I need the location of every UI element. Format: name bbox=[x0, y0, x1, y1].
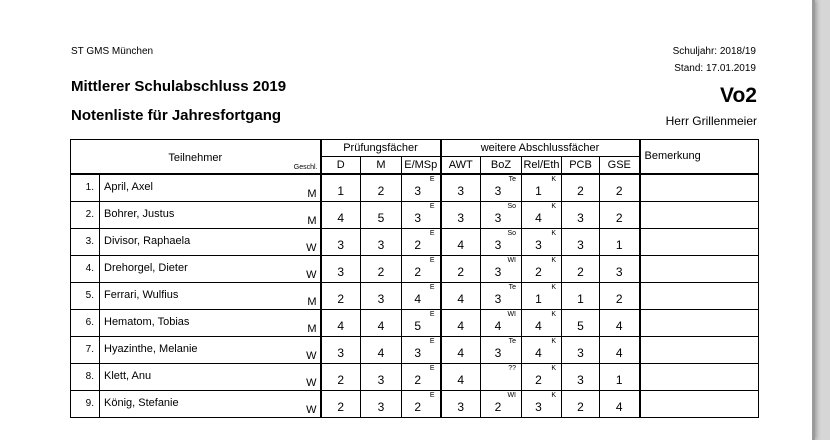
grade-value: 3 bbox=[377, 372, 385, 387]
student-gender: W bbox=[306, 268, 317, 281]
grade-value: 2 bbox=[577, 264, 584, 279]
grade-annotation: So bbox=[507, 202, 517, 210]
grade-value: 4 bbox=[457, 291, 465, 306]
grade-cell bbox=[481, 309, 522, 336]
remarks-cell bbox=[640, 336, 759, 363]
grade-cell bbox=[600, 255, 640, 282]
grade-cell bbox=[321, 309, 361, 336]
grade-cell bbox=[600, 363, 640, 390]
grade-value: 2 bbox=[377, 264, 385, 279]
row-number: 5. bbox=[71, 282, 100, 309]
grade-value: 5 bbox=[377, 210, 385, 225]
grade-cell bbox=[361, 174, 402, 202]
grade-value: 3 bbox=[414, 210, 422, 225]
grade-value: 2 bbox=[535, 264, 542, 279]
grade-cell bbox=[600, 174, 640, 202]
student-cell bbox=[100, 282, 321, 309]
document-subtitle: Notenliste für Jahresfortgang bbox=[71, 107, 282, 124]
grade-cell bbox=[441, 336, 481, 363]
grade-annotation: K bbox=[551, 391, 557, 399]
grade-cell bbox=[361, 282, 402, 309]
grade-cell bbox=[402, 390, 441, 417]
student-name: König, Stefanie bbox=[104, 396, 179, 409]
subject-header: AWT bbox=[441, 157, 481, 174]
remarks-cell bbox=[640, 255, 759, 282]
grade-value: 2 bbox=[457, 264, 465, 279]
remarks-cell bbox=[640, 363, 759, 390]
grade-cell bbox=[441, 201, 481, 228]
table-row bbox=[71, 390, 759, 417]
grade-cell bbox=[441, 282, 481, 309]
grade-annotation: E bbox=[429, 337, 435, 345]
row-number: 2. bbox=[71, 201, 100, 228]
grade-annotation: K bbox=[551, 256, 557, 264]
grade-cell bbox=[562, 228, 600, 255]
teacher-name: Herr Grillenmeier bbox=[665, 114, 757, 128]
student-gender: W bbox=[306, 403, 317, 416]
grade-value: 3 bbox=[494, 264, 502, 279]
grade-cell bbox=[321, 201, 361, 228]
grade-cell bbox=[321, 390, 361, 417]
grade-value: 4 bbox=[337, 210, 345, 225]
grade-cell bbox=[361, 390, 402, 417]
grade-cell bbox=[600, 390, 640, 417]
grade-cell bbox=[522, 336, 562, 363]
grade-annotation: ?? bbox=[508, 364, 517, 372]
student-name: April, Axel bbox=[104, 180, 153, 193]
grade-value: 2 bbox=[337, 291, 345, 306]
grade-cell bbox=[522, 228, 562, 255]
grade-annotation: E bbox=[429, 391, 435, 399]
grade-cell bbox=[402, 255, 441, 282]
student-name: Hematom, Tobias bbox=[104, 315, 190, 328]
table-row bbox=[71, 228, 759, 255]
grade-annotation: E bbox=[429, 175, 435, 183]
grade-cell bbox=[562, 363, 600, 390]
grade-value: 4 bbox=[494, 318, 502, 333]
grade-cell bbox=[321, 363, 361, 390]
grade-cell bbox=[522, 174, 562, 202]
grade-annotation: K bbox=[551, 175, 557, 183]
grade-cell bbox=[321, 255, 361, 282]
grade-cell bbox=[361, 309, 402, 336]
grade-cell bbox=[562, 336, 600, 363]
grade-cell bbox=[441, 255, 481, 282]
student-cell bbox=[100, 363, 321, 390]
student-cell bbox=[100, 336, 321, 363]
remarks-header: Bemerkung bbox=[640, 140, 759, 174]
row-number: 4. bbox=[71, 255, 100, 282]
student-name: Divisor, Raphaela bbox=[104, 234, 191, 247]
student-cell bbox=[100, 174, 321, 202]
table-row bbox=[71, 309, 759, 336]
grade-annotation: WI bbox=[507, 391, 517, 399]
grade-cell bbox=[522, 255, 562, 282]
grade-cell bbox=[321, 228, 361, 255]
row-number: 8. bbox=[71, 363, 100, 390]
grade-value: 3 bbox=[457, 399, 465, 414]
subject-header: M bbox=[361, 157, 402, 174]
student-gender: W bbox=[306, 349, 317, 362]
gender-label: Geschl. bbox=[293, 163, 318, 171]
grade-value: 2 bbox=[414, 264, 422, 279]
grade-annotation: E bbox=[429, 229, 435, 237]
subject-header: BoZ bbox=[481, 157, 522, 174]
grade-cell bbox=[481, 282, 522, 309]
exam-subjects-header: Prüfungsfächer bbox=[321, 140, 441, 157]
grade-value: 1 bbox=[535, 183, 542, 198]
grade-cell bbox=[562, 201, 600, 228]
subject-header: PCB bbox=[562, 157, 600, 174]
grade-cell bbox=[321, 282, 361, 309]
student-gender: M bbox=[307, 214, 317, 227]
student-cell bbox=[100, 228, 321, 255]
grade-cell bbox=[361, 255, 402, 282]
table-row bbox=[71, 282, 759, 309]
subject-header: GSE bbox=[600, 157, 640, 174]
grade-cell bbox=[600, 201, 640, 228]
grade-cell bbox=[321, 336, 361, 363]
grade-value: 5 bbox=[577, 318, 584, 333]
grade-annotation: E bbox=[429, 256, 435, 264]
grade-cell bbox=[481, 336, 522, 363]
student-gender: M bbox=[307, 295, 317, 308]
student-cell bbox=[100, 390, 321, 417]
grade-cell bbox=[402, 201, 441, 228]
table-row bbox=[71, 255, 759, 282]
grade-value: 1 bbox=[577, 291, 584, 306]
grade-cell bbox=[402, 363, 441, 390]
student-gender: W bbox=[306, 241, 317, 254]
grade-value: 2 bbox=[414, 399, 422, 414]
grades-table bbox=[70, 139, 759, 418]
grade-cell bbox=[522, 363, 562, 390]
grade-value: 4 bbox=[377, 345, 385, 360]
grade-value: 3 bbox=[457, 210, 465, 225]
grade-annotation: Te bbox=[508, 283, 517, 291]
grade-cell bbox=[481, 363, 522, 390]
school-name: ST GMS München bbox=[71, 46, 154, 57]
grade-value: 3 bbox=[494, 291, 502, 306]
student-cell bbox=[100, 255, 321, 282]
student-cell bbox=[100, 201, 321, 228]
student-gender: M bbox=[307, 187, 317, 200]
grade-annotation: E bbox=[429, 310, 435, 318]
grade-value: 3 bbox=[414, 183, 422, 198]
grade-value: 3 bbox=[577, 210, 584, 225]
grade-value: 4 bbox=[535, 345, 542, 360]
grade-cell bbox=[361, 228, 402, 255]
grade-cell bbox=[562, 282, 600, 309]
student-name: Ferrari, Wulfius bbox=[104, 288, 179, 301]
grade-cell bbox=[402, 309, 441, 336]
grade-value: 2 bbox=[577, 183, 584, 198]
grade-annotation: K bbox=[551, 364, 557, 372]
subject-header: E/MSp bbox=[402, 157, 441, 174]
grade-annotation: Te bbox=[508, 175, 517, 183]
table-row bbox=[71, 363, 759, 390]
grade-annotation: K bbox=[551, 202, 557, 210]
grade-value: 2 bbox=[337, 372, 345, 387]
class-label: Vo2 bbox=[720, 84, 757, 107]
grade-value: 3 bbox=[494, 210, 502, 225]
grade-annotation: E bbox=[429, 364, 435, 372]
grade-value: 4 bbox=[615, 399, 623, 414]
subject-header: Rel/Eth bbox=[522, 157, 562, 174]
grade-value: 1 bbox=[615, 372, 623, 387]
grade-value: 3 bbox=[535, 399, 542, 414]
grade-value: 2 bbox=[337, 399, 345, 414]
grade-value: 3 bbox=[337, 237, 345, 252]
grade-value: 4 bbox=[377, 318, 385, 333]
grade-cell bbox=[562, 255, 600, 282]
grade-annotation: WI bbox=[507, 256, 517, 264]
grade-value: 2 bbox=[414, 372, 422, 387]
grade-value: 4 bbox=[535, 210, 542, 225]
grade-value: 3 bbox=[535, 237, 542, 252]
grade-value: 1 bbox=[615, 237, 623, 252]
grade-value: 4 bbox=[457, 318, 465, 333]
grade-cell bbox=[562, 390, 600, 417]
row-number: 7. bbox=[71, 336, 100, 363]
grade-value: 3 bbox=[494, 237, 502, 252]
grade-value: 1 bbox=[535, 291, 542, 306]
grade-value: 3 bbox=[377, 399, 385, 414]
remarks-cell bbox=[640, 174, 759, 202]
row-number: 1. bbox=[71, 174, 100, 202]
grade-cell bbox=[600, 336, 640, 363]
grade-value: 3 bbox=[494, 183, 502, 198]
grade-value: 3 bbox=[377, 291, 385, 306]
grade-cell bbox=[361, 363, 402, 390]
grade-value: 4 bbox=[337, 318, 345, 333]
grade-cell bbox=[402, 282, 441, 309]
grade-value: 4 bbox=[615, 318, 623, 333]
grade-cell bbox=[562, 309, 600, 336]
grade-cell bbox=[402, 174, 441, 202]
grade-value: 5 bbox=[414, 318, 422, 333]
table-row bbox=[71, 336, 759, 363]
grade-cell bbox=[481, 174, 522, 202]
participants-header bbox=[71, 140, 321, 174]
school-year: Schuljahr: 2018/19 bbox=[672, 46, 756, 57]
grade-value: 4 bbox=[535, 318, 542, 333]
grade-cell bbox=[600, 228, 640, 255]
grade-cell bbox=[600, 282, 640, 309]
grade-annotation: K bbox=[551, 283, 557, 291]
table-row bbox=[71, 174, 759, 202]
grade-cell bbox=[522, 282, 562, 309]
grade-cell bbox=[441, 363, 481, 390]
grade-cell bbox=[562, 174, 600, 202]
grade-cell bbox=[481, 228, 522, 255]
grade-value: 4 bbox=[457, 345, 465, 360]
grade-cell bbox=[441, 390, 481, 417]
student-gender: M bbox=[307, 322, 317, 335]
student-gender: W bbox=[306, 376, 317, 389]
participants-label: Teilnehmer bbox=[168, 152, 223, 164]
grade-cell bbox=[522, 309, 562, 336]
student-name: Klett, Anu bbox=[104, 369, 152, 382]
grade-annotation: K bbox=[551, 337, 557, 345]
student-name: Bohrer, Justus bbox=[104, 207, 175, 220]
grade-annotation: WI bbox=[507, 310, 517, 318]
remarks-cell bbox=[640, 282, 759, 309]
grade-cell bbox=[600, 309, 640, 336]
grade-cell bbox=[402, 336, 441, 363]
remarks-cell bbox=[640, 201, 759, 228]
grade-cell bbox=[522, 201, 562, 228]
student-name: Hyazinthe, Melanie bbox=[104, 342, 198, 355]
grade-cell bbox=[522, 390, 562, 417]
grade-value: 3 bbox=[577, 345, 584, 360]
other-subjects-header: weitere Abschlussfächer bbox=[441, 140, 640, 157]
grade-value: 2 bbox=[577, 399, 584, 414]
grade-value: 1 bbox=[337, 183, 345, 198]
table-row bbox=[71, 201, 759, 228]
remarks-cell bbox=[640, 390, 759, 417]
remarks-cell bbox=[640, 309, 759, 336]
grade-cell bbox=[481, 390, 522, 417]
grade-cell bbox=[441, 174, 481, 202]
grade-value: 3 bbox=[377, 237, 385, 252]
student-cell bbox=[100, 309, 321, 336]
grade-annotation: Te bbox=[508, 337, 517, 345]
grade-value: 3 bbox=[457, 183, 465, 198]
grade-cell bbox=[441, 309, 481, 336]
grade-value: 2 bbox=[615, 291, 623, 306]
grade-annotation: E bbox=[429, 202, 435, 210]
grade-value: 3 bbox=[414, 345, 422, 360]
grade-cell bbox=[361, 336, 402, 363]
student-name: Drehorgel, Dieter bbox=[104, 261, 188, 274]
grade-value: 4 bbox=[457, 372, 465, 387]
grade-value: 4 bbox=[457, 237, 465, 252]
grade-value: 3 bbox=[337, 264, 345, 279]
grade-cell bbox=[481, 255, 522, 282]
grade-value: 3 bbox=[615, 264, 623, 279]
grade-value: 2 bbox=[414, 237, 422, 252]
grade-value: 4 bbox=[414, 291, 422, 306]
grade-annotation: So bbox=[507, 229, 517, 237]
grade-value: 2 bbox=[535, 372, 542, 387]
grade-value: 3 bbox=[577, 237, 584, 252]
grade-cell bbox=[481, 201, 522, 228]
grade-cell bbox=[441, 228, 481, 255]
grade-value: 3 bbox=[494, 345, 502, 360]
grade-value: 2 bbox=[615, 210, 623, 225]
grade-cell bbox=[321, 174, 361, 202]
grade-value: 2 bbox=[377, 183, 385, 198]
grade-value: 3 bbox=[577, 372, 584, 387]
date-stand: Stand: 17.01.2019 bbox=[674, 63, 756, 74]
row-number: 9. bbox=[71, 390, 100, 417]
grade-value: 2 bbox=[494, 399, 502, 414]
grade-value: 4 bbox=[615, 345, 623, 360]
grade-cell bbox=[402, 228, 441, 255]
row-number: 6. bbox=[71, 309, 100, 336]
grade-annotation: E bbox=[429, 283, 435, 291]
grade-value: 2 bbox=[615, 183, 623, 198]
subject-header: D bbox=[321, 157, 361, 174]
document-title: Mittlerer Schulabschluss 2019 bbox=[71, 78, 287, 95]
remarks-cell bbox=[640, 228, 759, 255]
row-number: 3. bbox=[71, 228, 100, 255]
grade-cell bbox=[361, 201, 402, 228]
grade-annotation: K bbox=[551, 310, 557, 318]
grade-annotation: K bbox=[551, 229, 557, 237]
grade-value: 3 bbox=[337, 345, 345, 360]
